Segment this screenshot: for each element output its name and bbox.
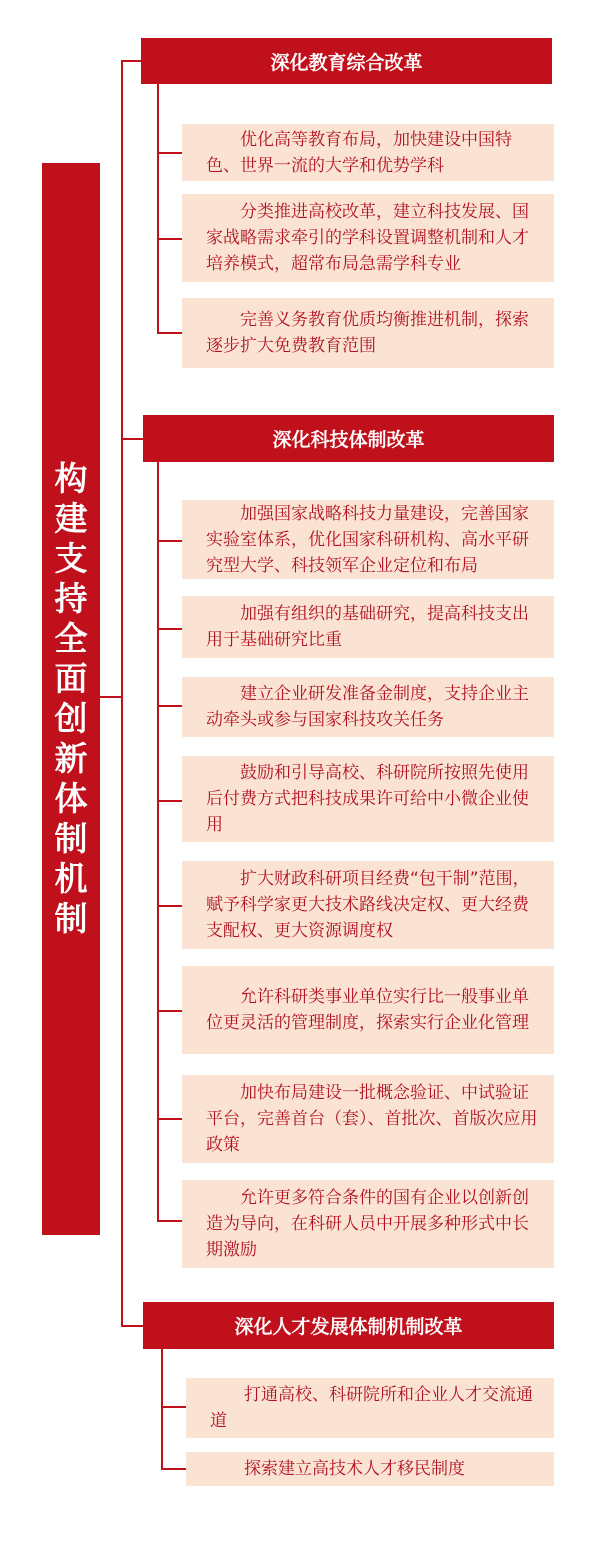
section-title-technology: 深化科技体制改革 bbox=[272, 429, 425, 451]
section1-item-1: 优化高等教育布局，加快建设中国特色、世界一流的大学和优势学科 bbox=[182, 124, 554, 181]
section2-item-3: 建立企业研发准备金制度，支持企业主动牵头或参与国家科技攻关任务 bbox=[182, 677, 554, 737]
section-header-technology bbox=[143, 415, 554, 462]
section2-branch-8 bbox=[157, 1220, 182, 1222]
trunk-branch-1 bbox=[121, 60, 141, 62]
section-header-education bbox=[141, 38, 552, 84]
section-header-talent bbox=[143, 1302, 554, 1349]
trunk-branch-2 bbox=[121, 438, 143, 440]
section2-branch-5 bbox=[157, 905, 182, 907]
section1-branch-1 bbox=[157, 152, 182, 154]
section2-item-6: 允许科研类事业单位实行比一般事业单位更灵活的管理制度，探索实行企业化管理 bbox=[182, 966, 554, 1054]
section3-trunk bbox=[161, 1349, 163, 1469]
section2-item-5: 扩大财政科研项目经费“包干制”范围，赋予科学家更大技术路线决定权、更大经费支配权、更大资源调度权 bbox=[182, 861, 554, 949]
section1-branch-2 bbox=[157, 238, 182, 240]
section2-branch-7 bbox=[157, 1118, 182, 1120]
section2-item-1: 加强国家战略科技力量建设，完善国家实验室体系，优化国家科研机构、高水平研究型大学、科技领军企业定位和布局 bbox=[182, 500, 554, 579]
section3-branch-1 bbox=[161, 1406, 186, 1408]
section-title-education: 深化教育综合改革 bbox=[270, 51, 423, 74]
main-trunk bbox=[121, 60, 123, 1326]
section2-branch-4 bbox=[157, 800, 182, 802]
section3-item-2: 探索建立高技术人才移民制度 bbox=[186, 1452, 554, 1486]
section1-branch-3 bbox=[157, 332, 182, 334]
section3-item-1: 打通高校、科研院所和企业人才交流通道 bbox=[186, 1378, 554, 1438]
section2-item-4: 鼓励和引导高校、科研院所按照先使用后付费方式把科技成果许可给中小微企业使用 bbox=[182, 756, 554, 842]
section2-branch-2 bbox=[157, 628, 182, 630]
section2-branch-3 bbox=[157, 705, 182, 707]
trunk-branch-3 bbox=[121, 1325, 143, 1327]
main-connector bbox=[100, 696, 122, 698]
section1-item-3: 完善义务教育优质均衡推进机制，探索逐步扩大免费教育范围 bbox=[182, 298, 554, 368]
main-title-bar bbox=[42, 163, 100, 1235]
main-title: 构建支持全面创新体制机制 bbox=[54, 459, 88, 938]
section1-trunk bbox=[157, 84, 159, 333]
section2-branch-1 bbox=[157, 540, 182, 542]
section2-item-2: 加强有组织的基础研究，提高科技支出用于基础研究比重 bbox=[182, 596, 554, 658]
section1-item-2: 分类推进高校改革，建立科技发展、国家战略需求牵引的学科设置调整机制和人才培养模式，超常布局急需学科专业 bbox=[182, 194, 554, 282]
section2-branch-6 bbox=[157, 1010, 182, 1012]
section2-item-8: 允许更多符合条件的国有企业以创新创造为导向，在科研人员中开展多种形式中长期激励 bbox=[182, 1180, 554, 1268]
section-title-talent: 深化人才发展体制机制改革 bbox=[234, 1316, 463, 1338]
section3-branch-2 bbox=[161, 1468, 186, 1470]
section2-trunk bbox=[157, 462, 159, 1221]
section2-item-7: 加快布局建设一批概念验证、中试验证平台，完善首台（套）、首批次、首版次应用政策 bbox=[182, 1075, 554, 1163]
